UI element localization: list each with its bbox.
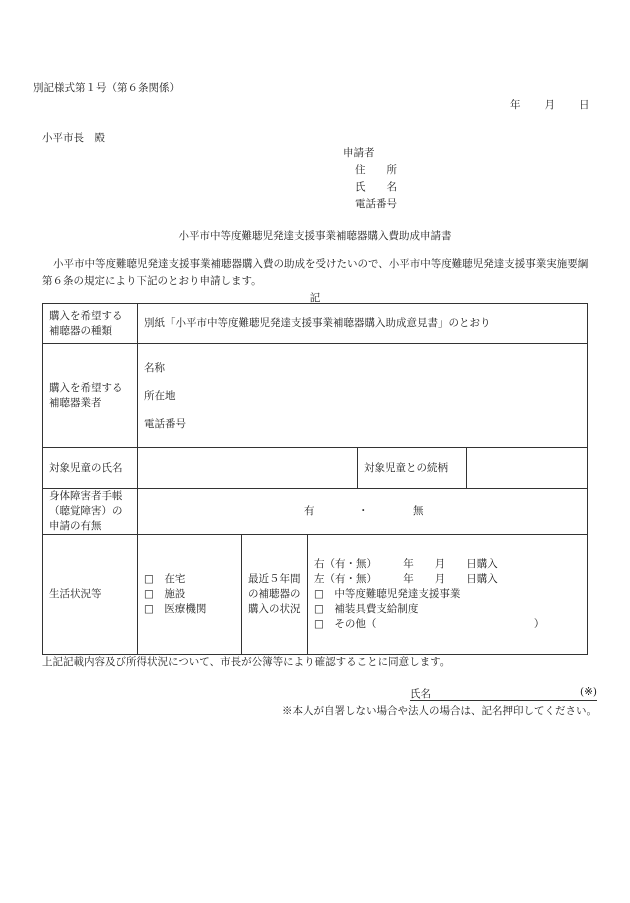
option-separator: ・ xyxy=(358,504,369,517)
applicant-label: 申請者 xyxy=(343,147,375,159)
recent-purchase-label: 最近５年間の補聴器の購入の状況 xyxy=(242,535,308,655)
left-ear-purchase: 左（有・無） 年 月 日購入 xyxy=(314,573,498,585)
document-title: 小平市中等度難聴児発達支援事業補聴器購入費助成申請書 xyxy=(178,230,452,242)
application-table xyxy=(42,303,588,655)
hearing-aid-type-value: 別紙「小平市中等度難聴児発達支援事業補聴器購入助成意見書」のとおり xyxy=(138,304,588,344)
date-year: 年 xyxy=(510,99,521,111)
hearing-aid-type-label: 購入を希望する補聴器の種類 xyxy=(43,304,138,344)
addressee: 小平市長 殿 xyxy=(42,132,105,144)
checkbox-facility[interactable]: □ 施設 xyxy=(144,588,186,600)
child-name-label: 対象児童の氏名 xyxy=(43,448,138,489)
table-row xyxy=(43,304,588,344)
living-situation-options xyxy=(138,535,242,655)
relation-field[interactable] xyxy=(467,448,587,488)
recent-purchase-details xyxy=(308,535,588,655)
table-row xyxy=(43,535,588,655)
vendor-location-label: 所在地 xyxy=(144,389,176,402)
form-number: 別記様式第１号（第６条関係） xyxy=(33,82,180,94)
table-row xyxy=(43,489,588,535)
child-name-field[interactable] xyxy=(138,448,358,489)
checkbox-program[interactable]: □ 中等度難聴児発達支援事業 xyxy=(314,588,461,600)
disability-notebook-value xyxy=(138,489,588,535)
table-row xyxy=(43,448,588,489)
applicant-block xyxy=(343,145,397,213)
vendor-label: 購入を希望する補聴器業者 xyxy=(43,344,138,448)
checkbox-prosthetic[interactable]: □ 補装具費支給制度 xyxy=(314,603,419,615)
vendor-name-label: 名称 xyxy=(144,361,165,374)
applicant-phone-label: 電話番号 xyxy=(355,198,397,210)
checkbox-medical[interactable]: □ 医療機関 xyxy=(144,603,207,615)
date-line xyxy=(510,97,590,112)
signature-mark: (※) xyxy=(580,686,597,698)
option-yes[interactable]: 有 xyxy=(304,504,315,517)
relation-label: 対象児童との続柄 xyxy=(358,448,467,488)
body-text: 小平市中等度難聴児発達支援事業補聴器購入費の助成を受けたいので、小平市中等度難聴児発達支援事業実施要綱第６条の規定により下記のとおり申請します。 xyxy=(42,258,589,287)
signature-note: ※本人が自署しない場合や法人の場合は、記名押印してください。 xyxy=(282,705,597,717)
checkbox-other[interactable]: □ その他（ ） xyxy=(314,618,545,630)
signature-line[interactable] xyxy=(410,686,597,701)
option-no[interactable]: 無 xyxy=(413,504,424,517)
signature-label: 氏名 xyxy=(410,688,431,700)
checkbox-home[interactable]: □ 在宅 xyxy=(144,573,186,585)
applicant-name-label: 氏 名 xyxy=(355,181,397,193)
right-ear-purchase: 右（有・無） 年 月 日購入 xyxy=(314,558,498,570)
vendor-details xyxy=(138,344,588,448)
table-row xyxy=(43,344,588,448)
disability-notebook-label: 身体障害者手帳（聴覚障害）の申請の有無 xyxy=(43,489,138,535)
date-day: 日 xyxy=(579,99,590,111)
consent-text: 上記記載内容及び所得状況について、市長が公簿等により確認することに同意します。 xyxy=(42,656,451,668)
applicant-address-label: 住 所 xyxy=(355,164,397,176)
ki-label: 記 xyxy=(309,292,321,304)
vendor-phone-label: 電話番号 xyxy=(144,417,186,430)
living-situation-label: 生活状況等 xyxy=(43,535,138,655)
relation-cell xyxy=(358,448,588,489)
date-month: 月 xyxy=(544,99,555,111)
